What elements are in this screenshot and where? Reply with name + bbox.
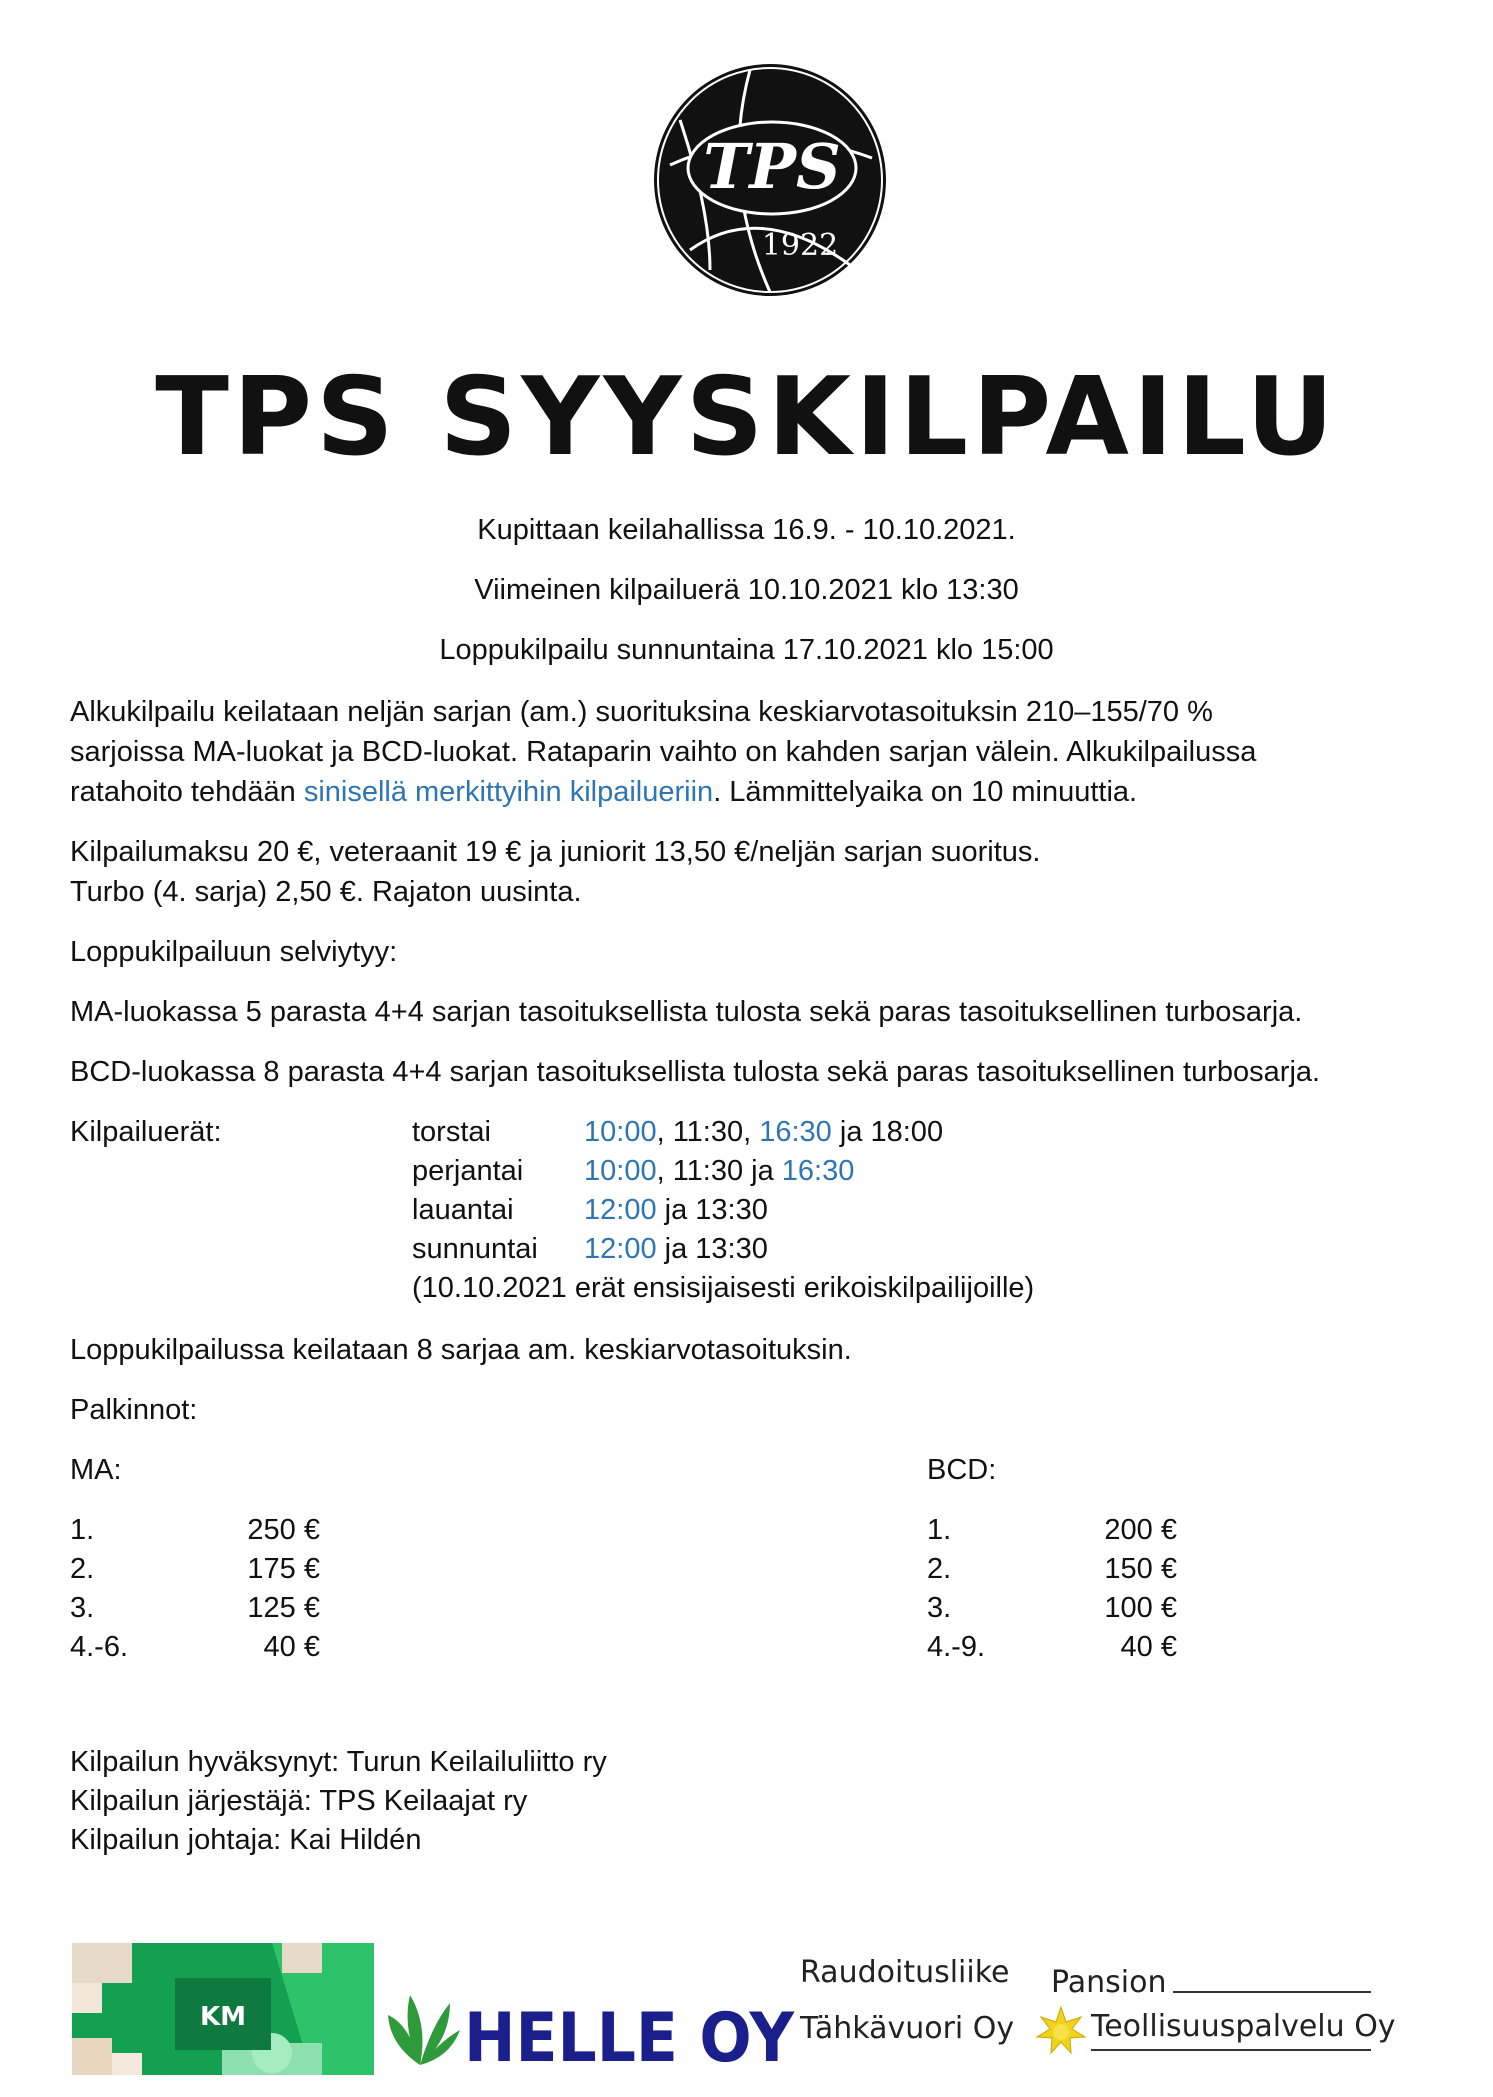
prize-row bbox=[70, 1588, 370, 1628]
svg-text:KM: KM bbox=[199, 2002, 247, 2032]
schedule-time-text: ja 13:30 bbox=[656, 1194, 768, 1226]
fees-line: Kilpailumaksu 20 €, veteraanit 19 € ja juniorit 13,50 €/neljän sarjan suoritus. bbox=[70, 836, 1041, 868]
sponsor-pansion: Pansion Teollisuuspalvelu Oy bbox=[1035, 1965, 1395, 2075]
rules-line: sarjoissa MA-luokat ja BCD-luokat. Rataparin vaihto on kahden sarjan välein. Alkukilpailussa bbox=[70, 736, 1257, 768]
blue-rounds-note: sinisellä merkittyihin kilpailueriin bbox=[303, 776, 714, 808]
fees-line: Turbo (4. sarja) 2,50 €. Rajaton uusinta. bbox=[70, 876, 582, 908]
final-info: Loppukilpailussa keilataan 8 sarjaa am. keskiarvotasoituksin. bbox=[70, 1334, 852, 1366]
intro-line: Kupittaan keilahallissa 16.9. - 10.10.2021. bbox=[477, 514, 1016, 546]
prize-amount: 150 € bbox=[1104, 1553, 1177, 1585]
prize-amount: 175 € bbox=[247, 1553, 320, 1585]
prize-place: 1. bbox=[927, 1514, 952, 1546]
schedule-label: Kilpailuerät: bbox=[70, 1116, 222, 1148]
intro-line: Viimeinen kilpailuerä 10.10.2021 klo 13:30 bbox=[474, 574, 1019, 606]
schedule-time-text: ja 18:00 bbox=[831, 1116, 944, 1148]
prize-place: 4.-6. bbox=[70, 1631, 129, 1663]
prize-place: 2. bbox=[70, 1553, 95, 1585]
prize-row bbox=[70, 1510, 370, 1550]
sponsor-raudoitus: Raudoitusliike Tähkävuori Oy bbox=[800, 1955, 1015, 2046]
prize-row bbox=[927, 1549, 1227, 1589]
pansion-rule bbox=[1173, 1991, 1371, 1993]
pansion-rule bbox=[1091, 2049, 1371, 2051]
prize-place: 2. bbox=[927, 1553, 952, 1585]
tps-logo bbox=[650, 60, 890, 300]
prize-amount: 200 € bbox=[1104, 1514, 1177, 1546]
lane-care-time: 16:30 bbox=[781, 1155, 855, 1187]
prize-row bbox=[70, 1627, 370, 1667]
prizes-bcd-list bbox=[927, 1510, 1227, 1670]
prize-row bbox=[70, 1549, 370, 1589]
schedule-times bbox=[584, 1112, 943, 1152]
schedule-day: lauantai bbox=[412, 1194, 514, 1226]
page-title: TPS SYYSKILPAILU bbox=[155, 355, 1338, 480]
prize-row bbox=[927, 1627, 1227, 1667]
sponsor-helle-logo bbox=[380, 1985, 800, 2080]
credit-line: Kilpailun hyväksynyt: Turun Keilailuliitto ry bbox=[70, 1746, 607, 1778]
schedule-time-text: , 11:30, bbox=[656, 1116, 760, 1148]
sponsor-km-logo bbox=[72, 1943, 374, 2075]
schedule-day: torstai bbox=[412, 1116, 491, 1148]
svg-text:TPS: TPS bbox=[703, 130, 841, 203]
prizes-bcd-label: BCD: bbox=[927, 1454, 997, 1486]
lane-care-time: 12:00 bbox=[584, 1194, 657, 1226]
schedule-times bbox=[584, 1190, 768, 1230]
credit-line: Kilpailun järjestäjä: TPS Keilaajat ry bbox=[70, 1785, 528, 1817]
credit-line: Kilpailun johtaja: Kai Hildén bbox=[70, 1824, 422, 1856]
prize-place: 3. bbox=[70, 1592, 95, 1624]
qualify-bcd: BCD-luokassa 8 parasta 4+4 sarjan tasoituksellista tulosta sekä paras tasoituksellinen turbosarja. bbox=[70, 1056, 1321, 1088]
prize-place: 4.-9. bbox=[927, 1631, 986, 1663]
qualify-ma: MA-luokassa 5 parasta 4+4 sarjan tasoituksellista tulosta sekä paras tasoituksellinen turbosarja. bbox=[70, 996, 1303, 1028]
prize-amount: 250 € bbox=[247, 1514, 320, 1546]
qualify-heading: Loppukilpailuun selviytyy: bbox=[70, 936, 398, 968]
prizes-heading: Palkinnot: bbox=[70, 1394, 198, 1426]
prize-amount: 125 € bbox=[247, 1592, 320, 1624]
prizes-ma-label: MA: bbox=[70, 1454, 122, 1486]
lane-care-time: 10:00 bbox=[584, 1155, 657, 1187]
sun-icon bbox=[1035, 2005, 1087, 2057]
prize-amount: 100 € bbox=[1104, 1592, 1177, 1624]
schedule-time-text: , 11:30 ja bbox=[656, 1155, 782, 1187]
prize-row bbox=[927, 1510, 1227, 1550]
prizes-ma-list bbox=[70, 1510, 370, 1670]
prize-amount: 40 € bbox=[1120, 1631, 1177, 1663]
schedule-times bbox=[584, 1151, 854, 1191]
lane-care-time: 10:00 bbox=[584, 1116, 657, 1148]
lane-care-time: 12:00 bbox=[584, 1233, 657, 1265]
svg-text:1922: 1922 bbox=[761, 228, 839, 263]
schedule-day: perjantai bbox=[412, 1155, 524, 1187]
prize-row bbox=[927, 1588, 1227, 1628]
schedule-note: (10.10.2021 erät ensisijaisesti erikoiskilpailijoille) bbox=[412, 1272, 1035, 1304]
prize-amount: 40 € bbox=[263, 1631, 320, 1663]
rules-line: Alkukilpailu keilataan neljän sarjan (am.) suorituksina keskiarvotasoituksin 210–155/70 % bbox=[70, 696, 1213, 728]
svg-text:HELLE OY: HELLE OY bbox=[464, 1999, 795, 2078]
schedule-time-text: ja 13:30 bbox=[656, 1233, 768, 1265]
prize-place: 1. bbox=[70, 1514, 95, 1546]
rules-line: ratahoito tehdään sinisellä merkittyihin kilpailueriin. Lämmittelyaika on 10 minuuttia. bbox=[70, 776, 1138, 808]
lane-care-time: 16:30 bbox=[759, 1116, 832, 1148]
schedule-day: sunnuntai bbox=[412, 1233, 538, 1265]
intro-line: Loppukilpailu sunnuntaina 17.10.2021 klo 15:00 bbox=[439, 634, 1054, 666]
prize-place: 3. bbox=[927, 1592, 952, 1624]
schedule-times bbox=[584, 1229, 768, 1269]
